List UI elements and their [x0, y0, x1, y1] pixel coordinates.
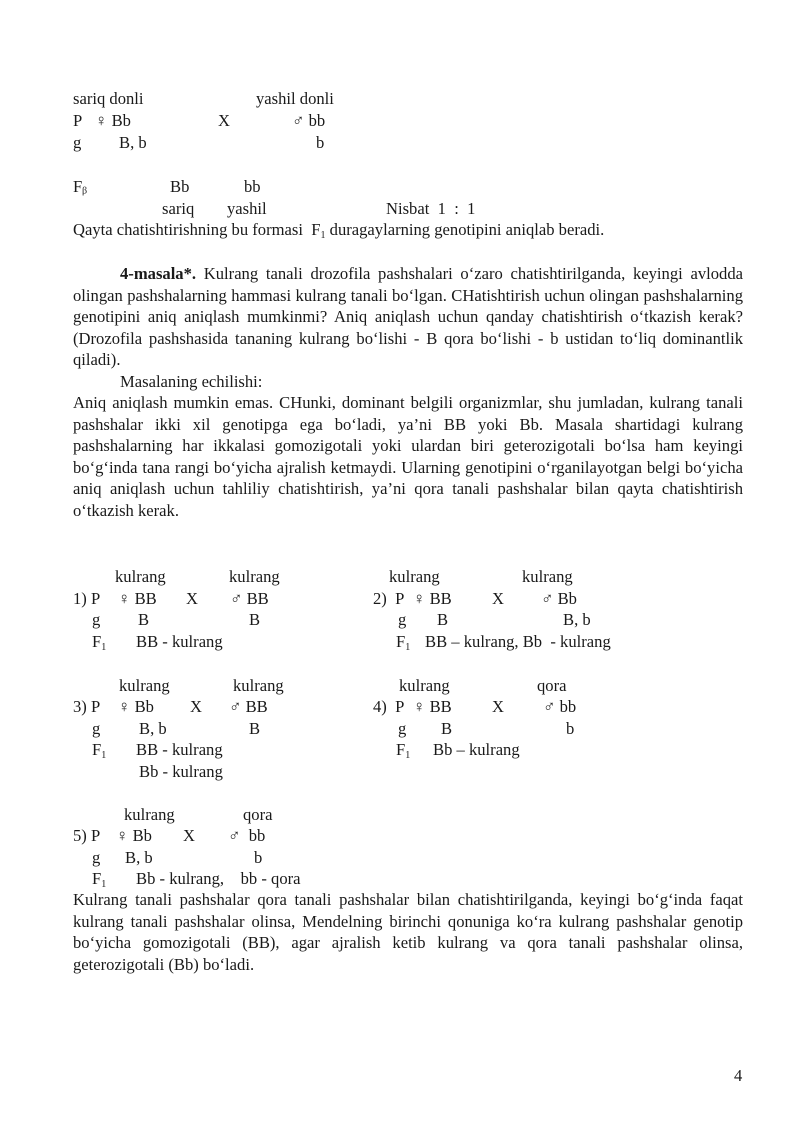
cross-1-g-label: g	[92, 610, 101, 629]
cross-3-cross-sign: X	[190, 697, 202, 716]
cross-2-g-female: B	[437, 610, 449, 629]
cross-3-offspring-1: BB - kulrang	[136, 740, 223, 759]
cross-5-label-female: kulrang	[124, 805, 175, 824]
p-male: ♂ bb	[292, 111, 326, 130]
cross-3-label-female: kulrang	[119, 676, 170, 695]
cross-1-g-male: B	[249, 610, 261, 629]
g-female: B, b	[119, 133, 147, 152]
label-yashil-donli: yashil donli	[256, 89, 334, 108]
cross-1-offspring: BB - kulrang	[136, 632, 223, 651]
g-male: b	[316, 133, 325, 152]
cross-2-female: ♀ BB	[413, 589, 452, 608]
cross-2-offspring: BB – kulrang, Bb - kulrang	[425, 632, 611, 651]
cross-2-g-male: B, b	[563, 610, 591, 629]
cross-sign: X	[218, 111, 230, 130]
solution-heading: Masalaning echilishi:	[120, 372, 263, 391]
cross-2-male: ♂ Bb	[541, 589, 577, 608]
final-paragraph: Kulrang tanali pashshalar qora tanali pashshalar bilan chatishtirilganda, keyingi bo‘g‘inda faqat kulrang tanali pashshalar olinsa, Mendelning birinchi qonuniga ko‘ra kulrang pashshalar genotip bo‘yicha gomozigotali (BB), agar ajralish ketib kulrang va qora tanali pashshalar olinsa, geterozigotali (Bb) bo‘ladi.	[73, 890, 743, 974]
cross-2-cross-sign: X	[492, 589, 504, 608]
solution-text: Aniq aniqlash mumkin emas. CHunki, dominant belgili organizmlar, shu jumladan, kulrang tanali pashshalar ikki xil genotipga ega bo‘ladi, ya’ni BB yoki Bb. Masala shartidagi kulrang pashshalarning har ikkalasi gomozigotali yoki ulardan biri geterozigotali bo‘lsa ham keyingi bo‘g‘inda tana rangi bo‘yicha ajralish ketmaydi. Ularning genotipini o‘rganilayotgan belgi bo‘yicha aniq aniqlash uchun tahliliy chatishtirish, ya’ni qora tanali pashshalar bilan qayta chatishtirish o‘tkazish kerak.	[73, 393, 743, 520]
cross-5-offspring: Bb - kulrang, bb - qora	[136, 869, 301, 888]
cross-5-f-label: $F_1$	[92, 869, 107, 890]
f-phenotype-1: sariq	[162, 199, 195, 218]
cross-1-label-male: kulrang	[229, 567, 280, 586]
cross-1-male: ♂ BB	[230, 589, 269, 608]
cross-4-label-female: kulrang	[399, 676, 450, 695]
cross-2-f-label: $F_1$	[396, 632, 411, 653]
cross-4-label-male: qora	[537, 676, 567, 695]
cross-4-female: ♀ BB	[413, 697, 452, 716]
intro-conclusion: Qayta chatishtirishning bu formasi $F_1$ duragaylarning genotipini aniqlab beradi.	[73, 220, 605, 241]
cross-5-g-female: B, b	[125, 848, 153, 867]
cross-4-f-label: $F_1$	[396, 740, 411, 761]
cross-3-male: ♂ BB	[229, 697, 268, 716]
f-genotype-1: Bb	[170, 177, 190, 196]
cross-2-label-female: kulrang	[389, 567, 440, 586]
cross-3-f-label: $F_1$	[92, 740, 107, 761]
page-number: 4	[734, 1066, 743, 1085]
problem-title: 4-masala*.	[120, 264, 197, 283]
problem-text: Kulrang tanali drozofila pashshalari o‘zaro chatishtirilganda, keyingi avlodda olingan pashshalarning hammasi kulrang tanali bo‘lgan. CHatishtirish uchun olingan pashshalarning genotipini aniq aniqlash mumkinmi? Aniq aniqlash uchun qanday chatishtirish o‘tkazish kerak? (Drozofila pashshasida tananing kulrang bo‘lishi - B qora bo‘lishi - b ustidan to‘liq dominantlik qiladi).	[73, 264, 743, 370]
cross-3-offspring-2: Bb - kulrang	[139, 762, 223, 781]
cross-3-female: ♀ Bb	[118, 697, 154, 716]
cross-3-label-male: kulrang	[233, 676, 284, 695]
cross-5-number: 5) P	[73, 826, 101, 845]
cross-3-g-label: g	[92, 719, 101, 738]
cross-1-g-female: B	[138, 610, 150, 629]
cross-4-g-female: B	[441, 719, 453, 738]
p-label: P	[73, 111, 83, 130]
f-label: Fᵦ	[73, 177, 87, 196]
problem-statement	[73, 263, 743, 371]
cross-4-g-male: b	[566, 719, 575, 738]
cross-2-label-male: kulrang	[522, 567, 573, 586]
label-sariq-donli: sariq donli	[73, 89, 144, 108]
cross-5-g-label: g	[92, 848, 101, 867]
cross-3-number: 3) P	[73, 697, 101, 716]
cross-1-label-female: kulrang	[115, 567, 166, 586]
cross-1-f-label: $F_1$	[92, 632, 107, 653]
cross-5-female: ♀ Bb	[116, 826, 152, 845]
g-label: g	[73, 133, 82, 152]
ratio: Nisbat 1 : 1	[386, 199, 476, 218]
cross-1-cross-sign: X	[186, 589, 198, 608]
cross-5-g-male: b	[254, 848, 263, 867]
cross-4-g-label: g	[398, 719, 407, 738]
cross-1-female: ♀ BB	[118, 589, 157, 608]
cross-3-g-male: B	[249, 719, 261, 738]
f-genotype-2: bb	[244, 177, 261, 196]
cross-4-male: ♂ bb	[543, 697, 577, 716]
cross-5-label-male: qora	[243, 805, 273, 824]
cross-5-cross-sign: X	[183, 826, 195, 845]
cross-3-g-female: B, b	[139, 719, 167, 738]
cross-5-male: ♂ bb	[228, 826, 266, 845]
cross-4-offspring: Bb – kulrang	[433, 740, 520, 759]
f-phenotype-2: yashil	[227, 199, 267, 218]
cross-4-cross-sign: X	[492, 697, 504, 716]
cross-2-g-label: g	[398, 610, 407, 629]
cross-1-number: 1) P	[73, 589, 101, 608]
cross-4-number: 4) P	[373, 697, 405, 716]
p-female: ♀ Bb	[95, 111, 131, 130]
cross-2-number: 2) P	[373, 589, 405, 608]
